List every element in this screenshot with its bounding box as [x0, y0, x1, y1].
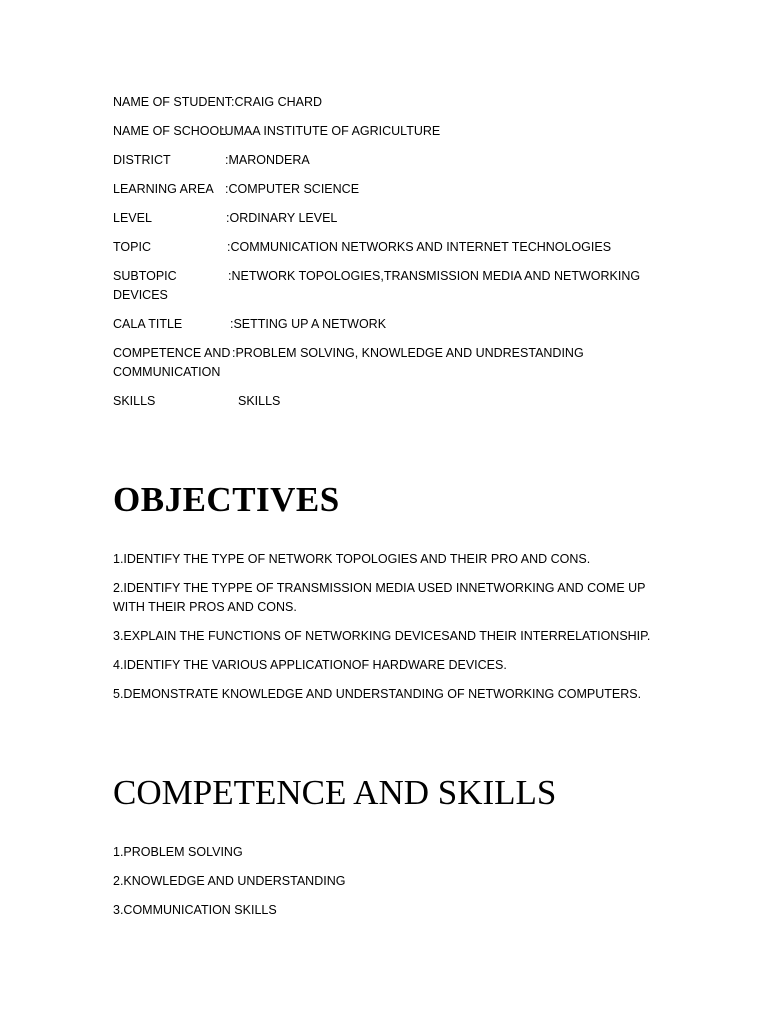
cala-title-label: CALA TITLE	[113, 317, 183, 331]
student-name-row	[113, 93, 673, 112]
learning-area-row	[113, 180, 673, 199]
student-name-text: NAME OF STUDENT:CRAIG CHARD	[113, 95, 323, 109]
competence-label: COMPETENCE AND	[113, 346, 231, 360]
school-value: :UMAA INSTITUTE OF AGRICULTURE	[221, 124, 441, 138]
district-value: :MARONDERA	[225, 153, 310, 167]
list-item: 3.COMMUNICATION SKILLS	[113, 903, 277, 917]
list-item: 1.IDENTIFY THE TYPE OF NETWORK TOPOLOGIES AND THEIR PRO AND CONS.	[113, 552, 591, 566]
learning-area-label: LEARNING AREA	[113, 182, 214, 196]
cala-title-value: :SETTING UP A NETWORK	[230, 317, 387, 331]
objectives-list	[113, 550, 653, 714]
topic-value: :COMMUNICATION NETWORKS AND INTERNET TECHNOLOGIES	[227, 240, 612, 254]
list-item: 5.DEMONSTRATE KNOWLEDGE AND UNDERSTANDING OF NETWORKING COMPUTERS.	[113, 687, 642, 701]
skills-label: SKILLS	[113, 394, 156, 408]
competence-value: :PROBLEM SOLVING, KNOWLEDGE AND UNDRESTANDING	[232, 346, 584, 360]
topic-label: TOPIC	[113, 240, 151, 254]
competence-continuation: COMMUNICATION	[113, 365, 221, 379]
level-label: LEVEL	[113, 211, 152, 225]
cala-title-row	[113, 315, 673, 334]
district-row	[113, 151, 673, 170]
subtopic-row	[113, 267, 673, 305]
student-info-block	[113, 93, 673, 421]
subtopic-label: SUBTOPIC	[113, 269, 177, 283]
school-label: NAME OF SCHOOL	[113, 124, 227, 138]
subtopic-continuation: DEVICES	[113, 288, 168, 302]
objectives-heading: OBJECTIVES	[113, 480, 340, 519]
subtopic-value: :NETWORK TOPOLOGIES,TRANSMISSION MEDIA AND NETWORKING	[228, 269, 641, 283]
skills-row	[113, 392, 673, 411]
list-item: 4.IDENTIFY THE VARIOUS APPLICATIONOF HARDWARE DEVICES.	[113, 658, 507, 672]
competence-row	[113, 344, 673, 382]
district-label: DISTRICT	[113, 153, 171, 167]
list-item: 3.EXPLAIN THE FUNCTIONS OF NETWORKING DEVICESAND THEIR INTERRELATIONSHIP.	[113, 629, 651, 643]
topic-row	[113, 238, 673, 257]
skills-value: SKILLS	[238, 394, 281, 408]
competence-skills-list	[113, 843, 653, 930]
competence-heading: COMPETENCE AND SKILLS	[113, 773, 557, 812]
learning-area-value: :COMPUTER SCIENCE	[225, 182, 360, 196]
list-item: 2.KNOWLEDGE AND UNDERSTANDING	[113, 874, 346, 888]
level-value: :ORDINARY LEVEL	[226, 211, 338, 225]
list-item: 2.IDENTIFY THE TYPPE OF TRANSMISSION MEDIA USED INNETWORKING AND COME UP WITH THEIR PROS AND CONS.	[113, 581, 646, 614]
level-row	[113, 209, 673, 228]
school-row	[113, 122, 673, 141]
list-item: 1.PROBLEM SOLVING	[113, 845, 243, 859]
